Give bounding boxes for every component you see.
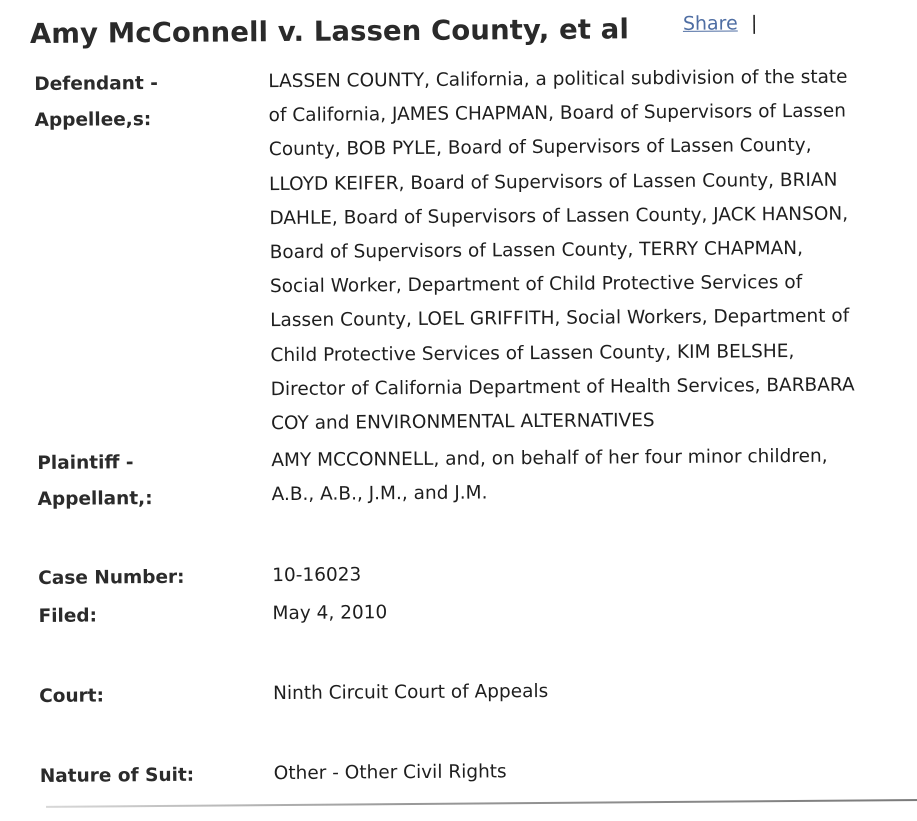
field-label bbox=[40, 757, 250, 795]
field-value-line: Board of Supervisors of Lassen County, TERRY CHAPMAN, bbox=[269, 237, 804, 264]
field-label bbox=[39, 677, 249, 715]
field-label-line: Defendant - bbox=[34, 72, 158, 95]
field-value bbox=[272, 592, 912, 631]
field-value bbox=[272, 554, 912, 593]
field-label bbox=[34, 65, 245, 139]
field-case-number bbox=[38, 554, 917, 589]
field-court bbox=[39, 672, 917, 707]
field-label-line: Appellee,s: bbox=[34, 109, 152, 131]
bottom-divider bbox=[46, 799, 917, 808]
field-value-line: Child Protective Services of Lassen County, KIM BELSHE, bbox=[270, 340, 795, 366]
field-value-line: A.B., A.B., J.M., and J.M. bbox=[271, 482, 488, 506]
field-value-line: Other - Other Civil Rights bbox=[273, 761, 507, 785]
field-value bbox=[268, 60, 911, 441]
field-defendants bbox=[34, 60, 917, 435]
field-value-line: LLOYD KEIFER, Board of Supervisors of Lassen County, BRIAN bbox=[269, 169, 838, 195]
field-plaintiff bbox=[37, 439, 917, 510]
field-value-line: County, BOB PYLE, Board of Supervisors of Lassen County, bbox=[268, 135, 812, 161]
link-separator: | bbox=[750, 12, 758, 35]
field-value-line: Lassen County, LOEL GRIFFITH, Social Workers, Department of bbox=[270, 305, 850, 332]
field-label-line: Appellant,: bbox=[37, 488, 153, 510]
field-value-line: AMY MCCONNELL, and, on behalf of her four minor children, bbox=[271, 445, 828, 472]
field-label-line: Court: bbox=[39, 685, 105, 707]
field-value-line: of California, JAMES CHAPMAN, Board of Supervisors of Lassen bbox=[268, 100, 846, 127]
field-value-line: DAHLE, Board of Supervisors of Lassen County, JACK HANSON, bbox=[269, 203, 849, 229]
field-label bbox=[37, 444, 248, 518]
field-label-line: Plaintiff - bbox=[37, 452, 134, 474]
field-value bbox=[273, 672, 913, 711]
field-value-line: Ninth Circuit Court of Appeals bbox=[273, 680, 549, 705]
field-value-line: Social Worker, Department of Child Protective Services of bbox=[269, 272, 803, 298]
field-value-line: May 4, 2010 bbox=[272, 602, 388, 625]
share-link[interactable]: Share bbox=[682, 12, 738, 35]
case-title-row bbox=[30, 13, 629, 50]
field-value bbox=[274, 752, 914, 791]
field-label-line: Filed: bbox=[38, 605, 98, 627]
field-label-line: Nature of Suit: bbox=[39, 764, 195, 787]
field-label bbox=[38, 597, 248, 635]
field-value-line: Director of California Department of Health Services, BARBARA bbox=[270, 374, 855, 400]
field-label-line: Case Number: bbox=[38, 566, 185, 589]
field-value bbox=[271, 439, 912, 512]
field-value-line: 10-16023 bbox=[272, 564, 362, 587]
case-title: Amy McConnell v. Lassen County, et al bbox=[29, 13, 630, 50]
field-nature-of-suit bbox=[39, 752, 917, 787]
field-label bbox=[38, 559, 248, 597]
field-value-line: COY and ENVIRONMENTAL ALTERNATIVES bbox=[270, 410, 655, 435]
field-value-line: LASSEN COUNTY, California, a political subdivision of the state bbox=[268, 66, 848, 93]
